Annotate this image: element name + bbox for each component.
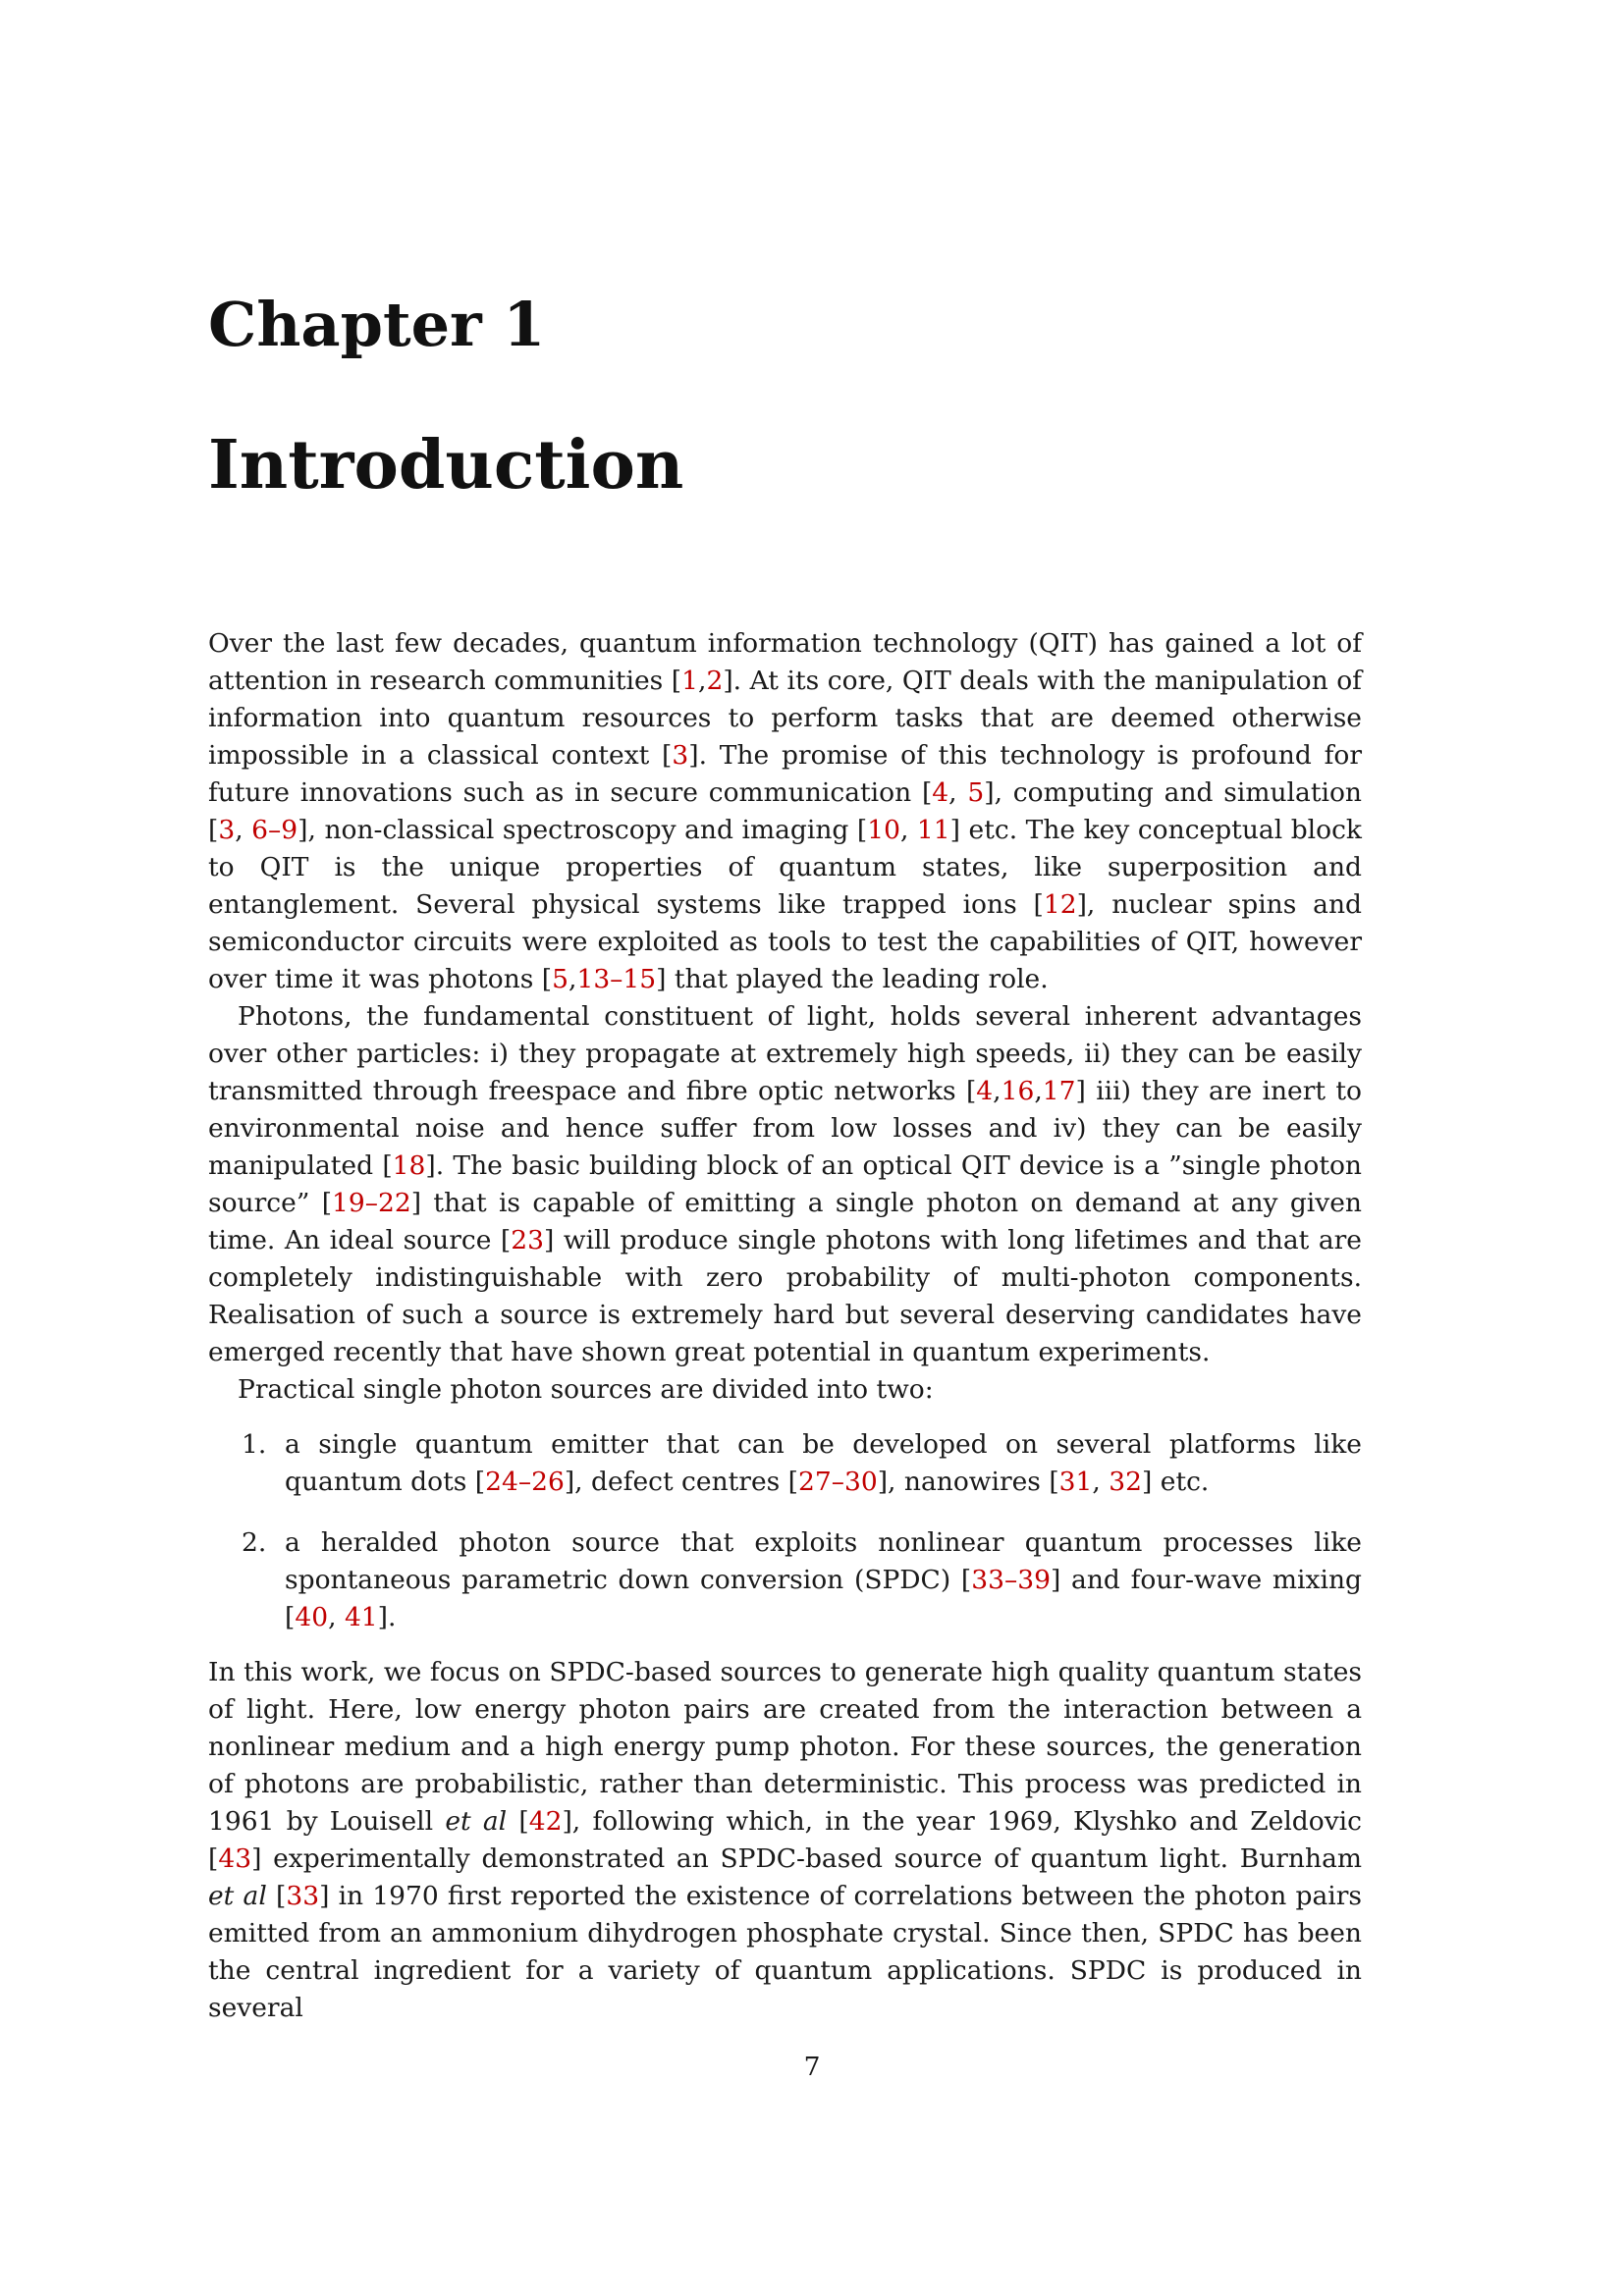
list-item: 2. a heralded photon source that exploits nonlinear quantum processes like spontaneous parametric down conversion (SPDC) [33–39] and four-wave mixing [40, 41].	[208, 1524, 1362, 1636]
chapter-label: Chapter 1	[208, 289, 546, 360]
paragraph-1: Over the last few decades, quantum information technology (QIT) has gained a lot of attention in research communities [1,2]. At its core, QIT deals with the manipulation of information into quantum resources to perform tasks that are deemed otherwise impossible in a classical context [3]. The promise of this technology is profound for future innovations such as in secure communication [4, 5], computing and simulation [3, 6–9], non-classical spectroscopy and imaging [10, 11] etc. The key conceptual block to QIT is the unique properties of quantum states, like superposition and entanglement. Several physical systems like trapped ions [12], nuclear spins and semiconductor circuits were exploited as tools to test the capabilities of QIT, however over time it was photons [5,13–15] that played the leading role.	[208, 628, 1362, 994]
citation-link[interactable]: 5	[967, 777, 985, 808]
citation-link[interactable]: 42	[528, 1806, 563, 1837]
list-number: 2.	[242, 1527, 267, 1558]
citation-link[interactable]: 18	[392, 1150, 426, 1181]
citation-link[interactable]: 3	[672, 740, 689, 771]
citation-link[interactable]: 10	[867, 815, 900, 845]
emphasis: et al	[208, 1881, 267, 1911]
citation-link[interactable]: 1	[681, 666, 699, 696]
citation-link[interactable]: 6–9	[251, 815, 298, 845]
source-types-list	[208, 1426, 1362, 1636]
citation-link[interactable]: 23	[511, 1225, 545, 1255]
citation-link[interactable]: 24–26	[485, 1467, 565, 1497]
citation-link[interactable]: 31	[1058, 1467, 1093, 1497]
citation-link[interactable]: 40	[295, 1602, 329, 1632]
citation-link[interactable]: 27–30	[798, 1467, 878, 1497]
emphasis: et al	[445, 1806, 508, 1837]
citation-link[interactable]: 3	[218, 815, 236, 845]
citation-link[interactable]: 41	[344, 1602, 378, 1632]
citation-link[interactable]: 17	[1042, 1076, 1076, 1106]
paragraph-3: Practical single photon sources are divided into two:	[238, 1374, 934, 1405]
paragraph-2: Photons, the fundamental constituent of light, holds several inherent advantages over other particles: i) they propagate at extremely high speeds, ii) they can be easily transmitted through freespace and fibre optic networks [4,16,17] iii) they are inert to environmental noise and hence suffer from low losses and iv) they can be easily manipulated [18]. The basic building block of an optical QIT device is a ”single photon source” [19–22] that is capable of emitting a single photon on demand at any given time. An ideal source [23] will produce single photons with long lifetimes and that are completely indistinguishable with zero probability of multi-photon components. Realisation of such a source is extremely hard but several deserving candidates have emerged recently that have shown great potential in quantum experiments.	[208, 1001, 1362, 1367]
list-number: 1.	[242, 1429, 267, 1460]
page-number: 7	[803, 2052, 821, 2082]
citation-link[interactable]: 33–39	[971, 1565, 1051, 1595]
citation-link[interactable]: 12	[1043, 889, 1077, 920]
citation-link[interactable]: 2	[706, 666, 724, 696]
citation-link[interactable]: 32	[1109, 1467, 1142, 1497]
paragraph-4: In this work, we focus on SPDC-based sources to generate high quality quantum states of light. Here, low energy photon pairs are created from the interaction between a nonlinear medium and a high energy pump photon. For these sources, the generation of photons are probabilistic, rather than deterministic. This process was predicted in 1961 by Louisell et al [42], following which, in the year 1969, Klyshko and Zeldovic [43] experimentally demonstrated an SPDC-based source of quantum light. Burnham et al [33] in 1970 first reported the existence of correlations between the photon pairs emitted from an ammonium dihydrogen phosphate crystal. Since then, SPDC has been the central ingredient for a variety of quantum applications. SPDC is produced in several	[208, 1657, 1363, 2023]
citation-link[interactable]: 4	[932, 777, 949, 808]
list-item: 1. a single quantum emitter that can be developed on several platforms like quantum dots [24–26], defect centres [27–30], nanowires [31, 32] etc.	[208, 1426, 1362, 1501]
citation-link[interactable]: 11	[916, 815, 950, 845]
chapter-title: Introduction	[208, 426, 684, 505]
citation-link[interactable]: 33	[286, 1881, 320, 1911]
citation-link[interactable]: 43	[218, 1843, 252, 1874]
citation-link[interactable]: 13–15	[576, 964, 657, 994]
citation-link[interactable]: 19–22	[332, 1188, 411, 1218]
citation-link[interactable]: 4	[976, 1076, 994, 1106]
citation-link[interactable]: 5	[552, 964, 569, 994]
body-text	[208, 625, 1362, 2027]
citation-link[interactable]: 16	[1001, 1076, 1035, 1106]
